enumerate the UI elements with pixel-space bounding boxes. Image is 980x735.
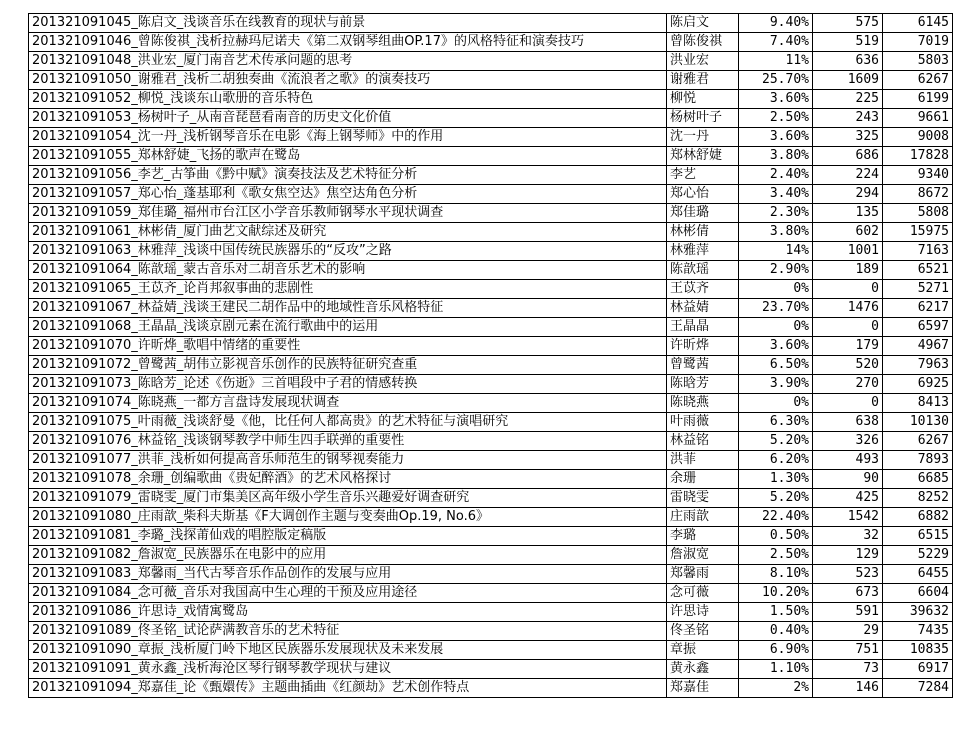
total-chars-cell[interactable]: 6521	[883, 261, 953, 280]
author-cell[interactable]: 沈一丹	[667, 128, 739, 147]
paper-title-cell[interactable]: 201321091070_许昕烨_歌唱中情绪的重要性	[29, 337, 667, 356]
duplicate-count-cell[interactable]: 0	[813, 394, 883, 413]
duplicate-count-cell[interactable]: 493	[813, 451, 883, 470]
duplicate-count-cell[interactable]: 90	[813, 470, 883, 489]
duplicate-count-cell[interactable]: 325	[813, 128, 883, 147]
similarity-percent-cell[interactable]: 6.90%	[739, 641, 813, 660]
duplicate-count-cell[interactable]: 294	[813, 185, 883, 204]
total-chars-cell[interactable]: 8413	[883, 394, 953, 413]
paper-title-cell[interactable]: 201321091057_郑心怡_蓬基耶利《歌女焦空达》焦空达角色分析	[29, 185, 667, 204]
author-cell[interactable]: 佟圣铭	[667, 622, 739, 641]
author-cell[interactable]: 李艺	[667, 166, 739, 185]
author-cell[interactable]: 念可薇	[667, 584, 739, 603]
paper-title-cell[interactable]: 201321091081_李璐_浅探莆仙戏的唱腔版定稿版	[29, 527, 667, 546]
paper-title-cell[interactable]: 201321091075_叶雨薇_浅谈舒曼《他，比任何人都高贵》的艺术特征与演唱研究	[29, 413, 667, 432]
table-row[interactable]	[29, 185, 953, 204]
paper-title-cell[interactable]: 201321091076_林益铭_浅谈钢琴教学中师生四手联弹的重要性	[29, 432, 667, 451]
total-chars-cell[interactable]: 6925	[883, 375, 953, 394]
author-cell[interactable]: 王苡齐	[667, 280, 739, 299]
author-cell[interactable]: 郑馨雨	[667, 565, 739, 584]
paper-title-cell[interactable]: 201321091050_谢雅君_浅析二胡独奏曲《流浪者之歌》的演奏技巧	[29, 71, 667, 90]
table-row[interactable]	[29, 603, 953, 622]
table-row[interactable]	[29, 223, 953, 242]
table-row[interactable]	[29, 451, 953, 470]
author-cell[interactable]: 叶雨薇	[667, 413, 739, 432]
total-chars-cell[interactable]: 5229	[883, 546, 953, 565]
duplicate-count-cell[interactable]: 425	[813, 489, 883, 508]
table-row[interactable]	[29, 280, 953, 299]
table-row[interactable]	[29, 318, 953, 337]
table-row[interactable]	[29, 337, 953, 356]
table-row[interactable]	[29, 527, 953, 546]
duplicate-count-cell[interactable]: 129	[813, 546, 883, 565]
table-row[interactable]	[29, 128, 953, 147]
total-chars-cell[interactable]: 7284	[883, 679, 953, 698]
duplicate-count-cell[interactable]: 638	[813, 413, 883, 432]
similarity-percent-cell[interactable]: 0%	[739, 280, 813, 299]
author-cell[interactable]: 郑心怡	[667, 185, 739, 204]
similarity-percent-cell[interactable]: 2.40%	[739, 166, 813, 185]
total-chars-cell[interactable]: 6199	[883, 90, 953, 109]
table-row[interactable]	[29, 90, 953, 109]
author-cell[interactable]: 柳悦	[667, 90, 739, 109]
duplicate-count-cell[interactable]: 1542	[813, 508, 883, 527]
total-chars-cell[interactable]: 7435	[883, 622, 953, 641]
duplicate-count-cell[interactable]: 575	[813, 14, 883, 33]
table-row[interactable]	[29, 261, 953, 280]
table-row[interactable]	[29, 33, 953, 52]
paper-title-cell[interactable]: 201321091065_王苡齐_论肖邦叙事曲的悲剧性	[29, 280, 667, 299]
total-chars-cell[interactable]: 39632	[883, 603, 953, 622]
paper-title-cell[interactable]: 201321091067_林益婧_浅谈王建民二胡作品中的地域性音乐风格特征	[29, 299, 667, 318]
author-cell[interactable]: 许昕烨	[667, 337, 739, 356]
table-row[interactable]	[29, 565, 953, 584]
duplicate-count-cell[interactable]: 1609	[813, 71, 883, 90]
total-chars-cell[interactable]: 10130	[883, 413, 953, 432]
author-cell[interactable]: 林雅萍	[667, 242, 739, 261]
table-row[interactable]	[29, 489, 953, 508]
paper-title-cell[interactable]: 201321091052_柳悦_浅谈东山歌册的音乐特色	[29, 90, 667, 109]
similarity-percent-cell[interactable]: 2.50%	[739, 546, 813, 565]
paper-title-cell[interactable]: 201321091074_陈晓燕_一都方言盘诗发展现状调查	[29, 394, 667, 413]
duplicate-count-cell[interactable]: 0	[813, 280, 883, 299]
author-cell[interactable]: 郑佳璐	[667, 204, 739, 223]
table-row[interactable]	[29, 584, 953, 603]
table-row[interactable]	[29, 356, 953, 375]
table-row[interactable]	[29, 242, 953, 261]
author-cell[interactable]: 黄永鑫	[667, 660, 739, 679]
paper-title-cell[interactable]: 201321091056_李艺_古筝曲《黔中赋》演奏技法及艺术特征分析	[29, 166, 667, 185]
table-row[interactable]	[29, 413, 953, 432]
table-row[interactable]	[29, 14, 953, 33]
similarity-percent-cell[interactable]: 0%	[739, 318, 813, 337]
similarity-percent-cell[interactable]: 3.90%	[739, 375, 813, 394]
similarity-percent-cell[interactable]: 8.10%	[739, 565, 813, 584]
author-cell[interactable]: 谢雅君	[667, 71, 739, 90]
similarity-percent-cell[interactable]: 0%	[739, 394, 813, 413]
duplicate-count-cell[interactable]: 179	[813, 337, 883, 356]
duplicate-count-cell[interactable]: 519	[813, 33, 883, 52]
duplicate-count-cell[interactable]: 1476	[813, 299, 883, 318]
duplicate-count-cell[interactable]: 135	[813, 204, 883, 223]
author-cell[interactable]: 林彬倩	[667, 223, 739, 242]
similarity-percent-cell[interactable]: 0.40%	[739, 622, 813, 641]
author-cell[interactable]: 詹淑宽	[667, 546, 739, 565]
total-chars-cell[interactable]: 5271	[883, 280, 953, 299]
paper-title-cell[interactable]: 201321091080_庄雨歆_柴科夫斯基《F大调创作主题与变奏曲Op.19, No.6》	[29, 508, 667, 527]
paper-title-cell[interactable]: 201321091083_郑馨雨_当代古琴音乐作品创作的发展与应用	[29, 565, 667, 584]
similarity-percent-cell[interactable]: 5.20%	[739, 432, 813, 451]
paper-title-cell[interactable]: 201321091055_郑林舒婕_飞扬的歌声在鹭岛	[29, 147, 667, 166]
paper-title-cell[interactable]: 201321091094_郑嘉佳_论《甄嬛传》主题曲插曲《红颜劫》艺术创作特点	[29, 679, 667, 698]
paper-title-cell[interactable]: 201321091064_陈歆瑶_蒙古音乐对二胡音乐艺术的影响	[29, 261, 667, 280]
paper-title-cell[interactable]: 201321091082_詹淑宽_民族器乐在电影中的应用	[29, 546, 667, 565]
author-cell[interactable]: 雷晓雯	[667, 489, 739, 508]
similarity-percent-cell[interactable]: 2.30%	[739, 204, 813, 223]
author-cell[interactable]: 余珊	[667, 470, 739, 489]
table-row[interactable]	[29, 546, 953, 565]
total-chars-cell[interactable]: 7963	[883, 356, 953, 375]
duplicate-count-cell[interactable]: 686	[813, 147, 883, 166]
similarity-percent-cell[interactable]: 6.50%	[739, 356, 813, 375]
similarity-percent-cell[interactable]: 0.50%	[739, 527, 813, 546]
total-chars-cell[interactable]: 6685	[883, 470, 953, 489]
author-cell[interactable]: 林益铭	[667, 432, 739, 451]
paper-title-cell[interactable]: 201321091091_黄永鑫_浅析海沧区琴行钢琴教学现状与建议	[29, 660, 667, 679]
duplicate-count-cell[interactable]: 1001	[813, 242, 883, 261]
table-row[interactable]	[29, 622, 953, 641]
paper-title-cell[interactable]: 201321091048_洪业宏_厦门南音艺术传承问题的思考	[29, 52, 667, 71]
author-cell[interactable]: 洪菲	[667, 451, 739, 470]
paper-title-cell[interactable]: 201321091054_沈一丹_浅析钢琴音乐在电影《海上钢琴师》中的作用	[29, 128, 667, 147]
duplicate-count-cell[interactable]: 0	[813, 318, 883, 337]
paper-title-cell[interactable]: 201321091059_郑佳璐_福州市台江区小学音乐教师钢琴水平现状调查	[29, 204, 667, 223]
duplicate-count-cell[interactable]: 602	[813, 223, 883, 242]
duplicate-count-cell[interactable]: 591	[813, 603, 883, 622]
total-chars-cell[interactable]: 9661	[883, 109, 953, 128]
total-chars-cell[interactable]: 6217	[883, 299, 953, 318]
paper-title-cell[interactable]: 201321091045_陈启文_浅谈音乐在线教育的现状与前景	[29, 14, 667, 33]
paper-title-cell[interactable]: 201321091068_王晶晶_浅谈京剧元素在流行歌曲中的运用	[29, 318, 667, 337]
table-row[interactable]	[29, 147, 953, 166]
paper-title-cell[interactable]: 201321091053_杨树叶子_从南音琵琶看南音的历史文化价值	[29, 109, 667, 128]
total-chars-cell[interactable]: 6515	[883, 527, 953, 546]
table-row[interactable]	[29, 394, 953, 413]
author-cell[interactable]: 李璐	[667, 527, 739, 546]
total-chars-cell[interactable]: 6597	[883, 318, 953, 337]
similarity-percent-cell[interactable]: 3.60%	[739, 337, 813, 356]
similarity-percent-cell[interactable]: 1.30%	[739, 470, 813, 489]
duplicate-count-cell[interactable]: 326	[813, 432, 883, 451]
paper-title-cell[interactable]: 201321091073_陈晗芳_论述《伤逝》三首唱段中子君的情感转换	[29, 375, 667, 394]
similarity-percent-cell[interactable]: 3.80%	[739, 147, 813, 166]
similarity-percent-cell[interactable]: 3.60%	[739, 128, 813, 147]
table-row[interactable]	[29, 52, 953, 71]
similarity-percent-cell[interactable]: 22.40%	[739, 508, 813, 527]
total-chars-cell[interactable]: 7019	[883, 33, 953, 52]
table-row[interactable]	[29, 375, 953, 394]
duplicate-count-cell[interactable]: 636	[813, 52, 883, 71]
total-chars-cell[interactable]: 6604	[883, 584, 953, 603]
author-cell[interactable]: 许思诗	[667, 603, 739, 622]
paper-title-cell[interactable]: 201321091079_雷晓雯_厦门市集美区高年级小学生音乐兴趣爱好调查研究	[29, 489, 667, 508]
report-table-body	[29, 14, 953, 698]
author-cell[interactable]: 洪业宏	[667, 52, 739, 71]
similarity-percent-cell[interactable]: 2%	[739, 679, 813, 698]
author-cell[interactable]: 陈晓燕	[667, 394, 739, 413]
author-cell[interactable]: 庄雨歆	[667, 508, 739, 527]
total-chars-cell[interactable]: 4967	[883, 337, 953, 356]
author-cell[interactable]: 王晶晶	[667, 318, 739, 337]
total-chars-cell[interactable]: 7893	[883, 451, 953, 470]
paper-title-cell[interactable]: 201321091063_林雅萍_浅谈中国传统民族器乐的“反攻”之路	[29, 242, 667, 261]
author-cell[interactable]: 陈晗芳	[667, 375, 739, 394]
author-cell[interactable]: 曾鹭茜	[667, 356, 739, 375]
total-chars-cell[interactable]: 15975	[883, 223, 953, 242]
paper-title-cell[interactable]: 201321091061_林彬倩_厦门曲艺文献综述及研究	[29, 223, 667, 242]
similarity-percent-cell[interactable]: 9.40%	[739, 14, 813, 33]
similarity-percent-cell[interactable]: 3.40%	[739, 185, 813, 204]
table-row[interactable]	[29, 109, 953, 128]
duplicate-count-cell[interactable]: 523	[813, 565, 883, 584]
duplicate-count-cell[interactable]: 224	[813, 166, 883, 185]
similarity-percent-cell[interactable]: 2.90%	[739, 261, 813, 280]
total-chars-cell[interactable]: 8672	[883, 185, 953, 204]
duplicate-count-cell[interactable]: 673	[813, 584, 883, 603]
paper-title-cell[interactable]: 201321091089_佟圣铭_试论萨满教音乐的艺术特征	[29, 622, 667, 641]
similarity-percent-cell[interactable]: 5.20%	[739, 489, 813, 508]
table-row[interactable]	[29, 71, 953, 90]
paper-title-cell[interactable]: 201321091078_余珊_创编歌曲《贵妃醉酒》的艺术风格探讨	[29, 470, 667, 489]
table-row[interactable]	[29, 299, 953, 318]
duplicate-count-cell[interactable]: 29	[813, 622, 883, 641]
author-cell[interactable]: 杨树叶子	[667, 109, 739, 128]
report-table	[28, 13, 953, 698]
paper-title-cell[interactable]: 201321091072_曾鹭茜_胡伟立影视音乐创作的民族特征研究查重	[29, 356, 667, 375]
author-cell[interactable]: 林益婧	[667, 299, 739, 318]
paper-title-cell[interactable]: 201321091084_念可薇_音乐对我国高中生心理的干预及应用途径	[29, 584, 667, 603]
duplicate-count-cell[interactable]: 225	[813, 90, 883, 109]
total-chars-cell[interactable]: 6267	[883, 71, 953, 90]
table-row[interactable]	[29, 679, 953, 698]
table-row[interactable]	[29, 166, 953, 185]
table-row[interactable]	[29, 660, 953, 679]
similarity-percent-cell[interactable]: 6.20%	[739, 451, 813, 470]
table-row[interactable]	[29, 470, 953, 489]
similarity-percent-cell[interactable]: 7.40%	[739, 33, 813, 52]
similarity-percent-cell[interactable]: 1.50%	[739, 603, 813, 622]
total-chars-cell[interactable]: 6145	[883, 14, 953, 33]
total-chars-cell[interactable]: 6455	[883, 565, 953, 584]
table-row[interactable]	[29, 508, 953, 527]
similarity-percent-cell[interactable]: 10.20%	[739, 584, 813, 603]
total-chars-cell[interactable]: 5808	[883, 204, 953, 223]
author-cell[interactable]: 郑林舒婕	[667, 147, 739, 166]
duplicate-count-cell[interactable]: 146	[813, 679, 883, 698]
author-cell[interactable]: 陈歆瑶	[667, 261, 739, 280]
total-chars-cell[interactable]: 10835	[883, 641, 953, 660]
paper-title-cell[interactable]: 201321091086_许思诗_戏情寓鹭岛	[29, 603, 667, 622]
similarity-percent-cell[interactable]: 11%	[739, 52, 813, 71]
total-chars-cell[interactable]: 6917	[883, 660, 953, 679]
duplicate-count-cell[interactable]: 520	[813, 356, 883, 375]
paper-title-cell[interactable]: 201321091077_洪菲_浅析如何提高音乐师范生的钢琴视奏能力	[29, 451, 667, 470]
similarity-percent-cell[interactable]: 23.70%	[739, 299, 813, 318]
author-cell[interactable]: 章振	[667, 641, 739, 660]
author-cell[interactable]: 陈启文	[667, 14, 739, 33]
similarity-percent-cell[interactable]: 3.60%	[739, 90, 813, 109]
similarity-percent-cell[interactable]: 6.30%	[739, 413, 813, 432]
duplicate-count-cell[interactable]: 270	[813, 375, 883, 394]
table-row[interactable]	[29, 204, 953, 223]
total-chars-cell[interactable]: 17828	[883, 147, 953, 166]
total-chars-cell[interactable]: 7163	[883, 242, 953, 261]
duplicate-count-cell[interactable]: 189	[813, 261, 883, 280]
duplicate-count-cell[interactable]: 243	[813, 109, 883, 128]
similarity-percent-cell[interactable]: 1.10%	[739, 660, 813, 679]
similarity-percent-cell[interactable]: 2.50%	[739, 109, 813, 128]
total-chars-cell[interactable]: 9008	[883, 128, 953, 147]
paper-title-cell[interactable]: 201321091046_曾陈俊祺_浅析拉赫玛尼诺夫《第二双钢琴组曲OP.17》的风格特征和演奏技巧	[29, 33, 667, 52]
table-row[interactable]	[29, 641, 953, 660]
duplicate-count-cell[interactable]: 73	[813, 660, 883, 679]
total-chars-cell[interactable]: 8252	[883, 489, 953, 508]
total-chars-cell[interactable]: 9340	[883, 166, 953, 185]
duplicate-count-cell[interactable]: 751	[813, 641, 883, 660]
total-chars-cell[interactable]: 5803	[883, 52, 953, 71]
total-chars-cell[interactable]: 6267	[883, 432, 953, 451]
paper-title-cell[interactable]: 201321091090_章振_浅析厦门岭下地区民族器乐发展现状及未来发展	[29, 641, 667, 660]
table-row[interactable]	[29, 432, 953, 451]
author-cell[interactable]: 郑嘉佳	[667, 679, 739, 698]
similarity-percent-cell[interactable]: 25.70%	[739, 71, 813, 90]
total-chars-cell[interactable]: 6882	[883, 508, 953, 527]
similarity-percent-cell[interactable]: 3.80%	[739, 223, 813, 242]
similarity-percent-cell[interactable]: 14%	[739, 242, 813, 261]
author-cell[interactable]: 曾陈俊祺	[667, 33, 739, 52]
duplicate-count-cell[interactable]: 32	[813, 527, 883, 546]
